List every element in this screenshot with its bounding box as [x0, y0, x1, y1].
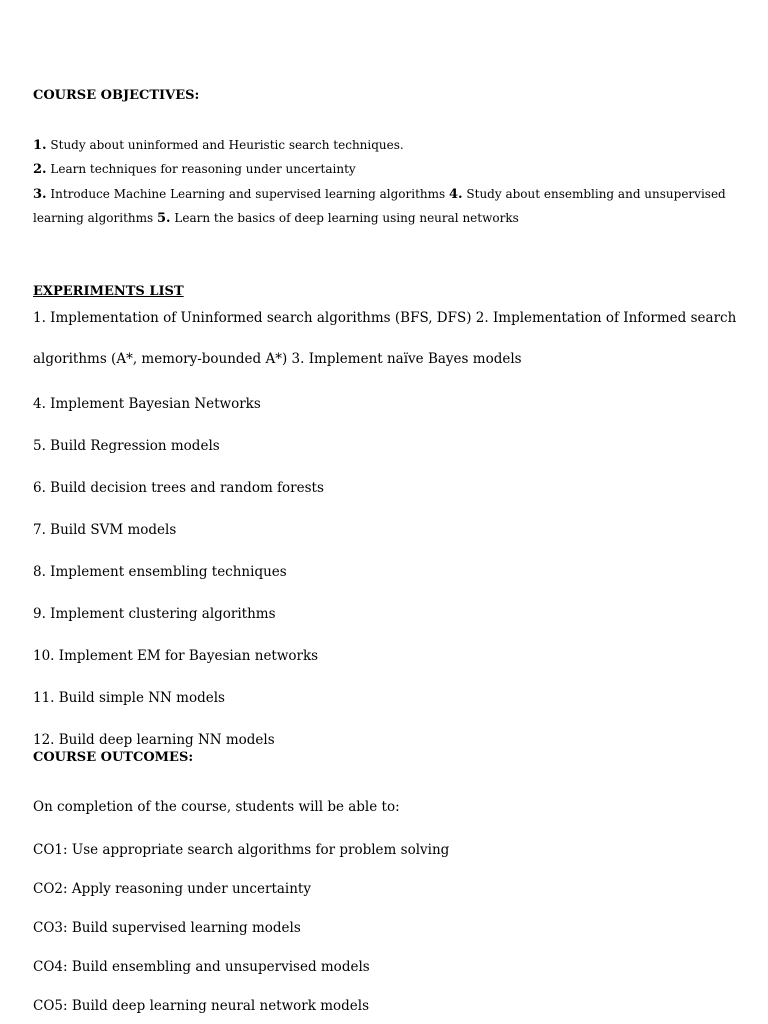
objective-text: Study about ensembling and unsupervised: [466, 187, 726, 201]
objective-text: Introduce Machine Learning and supervised learning algorithms: [50, 187, 446, 201]
objective-text: Learn techniques for reasoning under uncertainty: [50, 162, 356, 176]
outcome-item: CO5: Build deep learning neural network models: [33, 998, 370, 1014]
outcome-item: CO1: Use appropriate search algorithms for problem solving: [33, 842, 450, 858]
experiment-item: 10. Implement EM for Bayesian networks: [33, 648, 319, 664]
outcome-item: CO2: Apply reasoning under uncertainty: [33, 881, 311, 897]
objective-text: learning algorithms: [33, 211, 154, 225]
objective-number: 1.: [33, 138, 47, 153]
objective-line-3: [33, 187, 726, 202]
objective-line-4: [33, 211, 519, 226]
experiment-item: 8. Implement ensembling techniques: [33, 564, 287, 580]
objective-number: 5.: [157, 211, 171, 226]
experiment-item: 5. Build Regression models: [33, 438, 220, 454]
outcome-item: CO3: Build supervised learning models: [33, 920, 301, 936]
outcome-item: CO4: Build ensembling and unsupervised models: [33, 959, 370, 975]
experiment-item: 4. Implement Bayesian Networks: [33, 396, 261, 412]
objective-text: Study about uninformed and Heuristic search techniques.: [50, 138, 404, 152]
objective-number: 4.: [449, 187, 463, 202]
objective-number: 2.: [33, 162, 47, 177]
objective-line-1: [33, 138, 404, 153]
experiment-item: 11. Build simple NN models: [33, 690, 225, 706]
objective-number: 3.: [33, 187, 47, 202]
experiment-item: 7. Build SVM models: [33, 522, 177, 538]
experiment-item: 6. Build decision trees and random forests: [33, 480, 324, 496]
objective-line-2: [33, 162, 356, 177]
objectives-heading: COURSE OBJECTIVES:: [33, 88, 200, 103]
objective-text: Learn the basics of deep learning using neural networks: [174, 211, 519, 225]
experiment-item: 12. Build deep learning NN models: [33, 732, 275, 748]
experiment-item: algorithms (A*, memory-bounded A*) 3. Implement naïve Bayes models: [33, 351, 522, 367]
experiment-item: 1. Implementation of Uninformed search algorithms (BFS, DFS) 2. Implementation of Informed search: [33, 310, 737, 326]
experiment-item: 9. Implement clustering algorithms: [33, 606, 276, 622]
outcomes-heading: COURSE OUTCOMES:: [33, 750, 194, 765]
outcomes-intro: On completion of the course, students will be able to:: [33, 799, 400, 815]
experiments-heading: EXPERIMENTS LIST: [33, 284, 184, 299]
